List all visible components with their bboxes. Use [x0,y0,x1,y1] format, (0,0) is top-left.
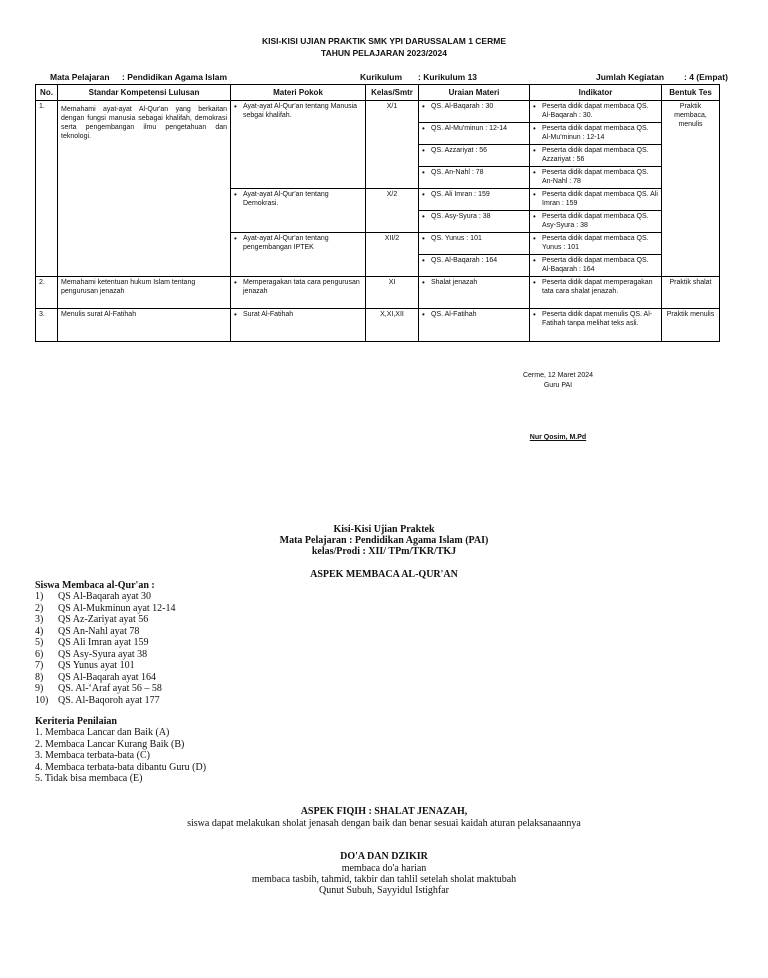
row-uraian: • QS. Asy-Syura : 38 [419,211,530,233]
list-item: 2. Membaca Lancar Kurang Baik (B) [35,738,185,750]
subject-label: Mata Pelajaran [50,72,110,82]
fiqih-description: siswa dapat melakukan sholat jenasah dengan baik dan benar sesuai kaidah aturan pelaksanaannya [187,818,581,829]
section2-title: Kisi-Kisi Ujian Praktek [333,524,435,535]
list-item: 1. Membaca Lancar dan Baik (A) [35,727,170,738]
row-uraian: • QS. Al-Mu'minun : 12-14 [419,123,530,145]
list-item: 1) QS Al-Baqarah ayat 30 [35,591,152,602]
row-uraian: • QS. Ali Imran : 159 [419,189,530,211]
row-skl: Menulis surat Al-Fatihah [58,309,231,342]
fiqih-title: ASPEK FIQIH : SHALAT JENAZAH, [300,806,468,817]
list-item: 7) QS Yunus ayat 101 [35,660,135,671]
list-item: 2) QS Al-Mukminun ayat 12-14 [35,602,176,614]
row-tes: Praktik membaca, menulis [662,101,720,277]
row-materi: • Memperagakan tata cara pengurusan jenazah [231,277,366,309]
row-materi: • Ayat-ayat Al-Qur'an tentang pengembangan IPTEK [231,233,366,277]
doa-title: DO'A DAN DZIKIR [340,851,428,862]
table-row [36,309,720,342]
row-materi: • Ayat-ayat Al-Qur'an tentang Manusia sebgai khalifah. [231,101,366,189]
row-indikator: • Peserta didik dapat membaca QS. Yunus : 101 [530,233,662,255]
table-header-row [36,85,720,101]
row-kelas: XI [366,277,419,309]
doa-line: membaca do'a harian [341,863,427,874]
row-kelas: XII/2 [366,233,419,277]
list-item: 6) QS Asy-Syura ayat 38 [35,648,148,660]
row-materi: • Ayat-ayat Al-Qur'an tentang Demokrasi. [231,189,366,233]
exam-grid-table [35,84,720,342]
table-row [36,277,720,309]
academic-year: TAHUN PELAJARAN 2023/2024 [321,48,447,58]
activity-value: : 4 (Empat) [684,72,728,82]
signature-place-date: Cerme, 12 Maret 2024 [522,372,594,379]
row-indikator: • Peserta didik dapat membaca QS. Asy-Syura : 38 [530,211,662,233]
row-uraian: • QS. Yunus : 101 [419,233,530,255]
section2-class: kelas/Prodi : XII/ TPm/TKR/TKJ [311,546,457,557]
list-item: 8) QS Al-Baqarah ayat 164 [35,671,157,683]
list-item: 5) QS Ali Imran ayat 159 [35,637,149,648]
list-item: 10) QS. Al-Baqoroh ayat 177 [35,694,160,706]
row-no: 1. [36,101,58,277]
header-uraian: Uraian Materi [419,85,530,101]
row-indikator: • Peserta didik dapat membaca QS. Azzariyat : 56 [530,145,662,167]
row-indikator: • Peserta didik dapat membaca QS. Al-Baqarah : 30. [530,101,662,123]
header-indikator: Indikator [530,85,662,101]
row-indikator: • Peserta didik dapat menulis QS. Al-Fatihah tanpa melihat teks asli. [530,309,662,342]
header-kelas: Kelas/Smtr [366,85,419,101]
row-kelas: X/2 [366,189,419,233]
row-skl: Memahami ketentuan hukum Islam tentang pengurusan jenazah [58,277,231,309]
signature-name: Nur Qosim, M.Pd [529,434,587,441]
row-no: 2. [36,277,58,309]
row-indikator: • Peserta didik dapat memperagakan tata cara shalat jenazah. [530,277,662,309]
row-indikator: • Peserta didik dapat membaca QS. An-Nahl : 78 [530,167,662,189]
row-no: 3. [36,309,58,342]
header-tes: Bentuk Tes [662,85,720,101]
header-no: No. [36,85,58,101]
reading-list [35,591,176,706]
row-materi: • Surat Al-Fatihah [231,309,366,342]
aspect-reading-title: ASPEK MEMBACA AL-QUR'AN [310,569,458,580]
list-item: 4) QS An-Nahl ayat 78 [35,625,140,637]
row-skl: Memahami ayat-ayat Al-Qur'an yang berkaitan dengan fungsi manusia sebagai khalifah, demokrasi serta pengembangan ilmu pengetahuan dan teknologi. [58,101,231,277]
row-indikator: • Peserta didik dapat membaca QS. Al-Mu'minun : 12-14 [530,123,662,145]
doa-line: membaca tasbih, tahmid, takbir dan tahlil setelah sholat maktubah [251,874,517,885]
row-uraian: • QS. Al-Baqarah : 164 [419,255,530,277]
header-materi: Materi Pokok [231,85,366,101]
list-item: 9) QS. Al-‘Araf ayat 56 – 58 [35,683,162,694]
list-item: 3. Membaca terbata-bata (C) [35,750,150,761]
signature-role: Guru PAI [543,382,573,389]
row-indikator: • Peserta didik dapat membaca QS. Al-Baqarah : 164 [530,255,662,277]
row-uraian: • QS. Azzariyat : 56 [419,145,530,167]
section2-subject: Mata Pelajaran : Pendidikan Agama Islam (PAI) [279,535,489,546]
doa-line: Qunut Subuh, Sayyidul Istighfar [319,885,449,896]
document-title: KISI-KISI UJIAN PRAKTIK SMK YPI DARUSSALAM 1 CERME [261,36,506,46]
row-kelas: X,XI,XII [366,309,419,342]
table-row [36,101,720,123]
header-skl: Standar Kompetensi Lulusan [58,85,231,101]
criteria-list [35,727,206,785]
row-tes: Praktik shalat [662,277,720,309]
list-item: 3) QS Az-Zariyat ayat 56 [35,614,149,625]
subject-value: : Pendidikan Agama Islam [122,72,228,82]
row-indikator: • Peserta didik dapat membaca QS. Ali Imran : 159 [530,189,662,211]
row-tes: Praktik menulis [662,309,720,342]
curriculum-label: Kurikulum [360,72,403,82]
list-item: 5. Tidak bisa membaca (E) [35,773,143,784]
row-uraian: • QS. Al-Fatihah [419,309,530,342]
curriculum-value: : Kurikulum 13 [418,72,478,82]
row-uraian: • QS. Al-Baqarah : 30 [419,101,530,123]
activity-label: Jumlah Kegiatan [596,72,665,82]
list-item: 4. Membaca terbata-bata dibantu Guru (D) [35,761,207,773]
row-kelas: X/1 [366,101,419,189]
row-uraian: • Shalat jenazah [419,277,530,309]
reading-heading: Siswa Membaca al-Qur'an : [35,580,155,591]
row-uraian: • QS. An-Nahl : 78 [419,167,530,189]
criteria-heading: Keriteria Penilaian [35,716,117,727]
